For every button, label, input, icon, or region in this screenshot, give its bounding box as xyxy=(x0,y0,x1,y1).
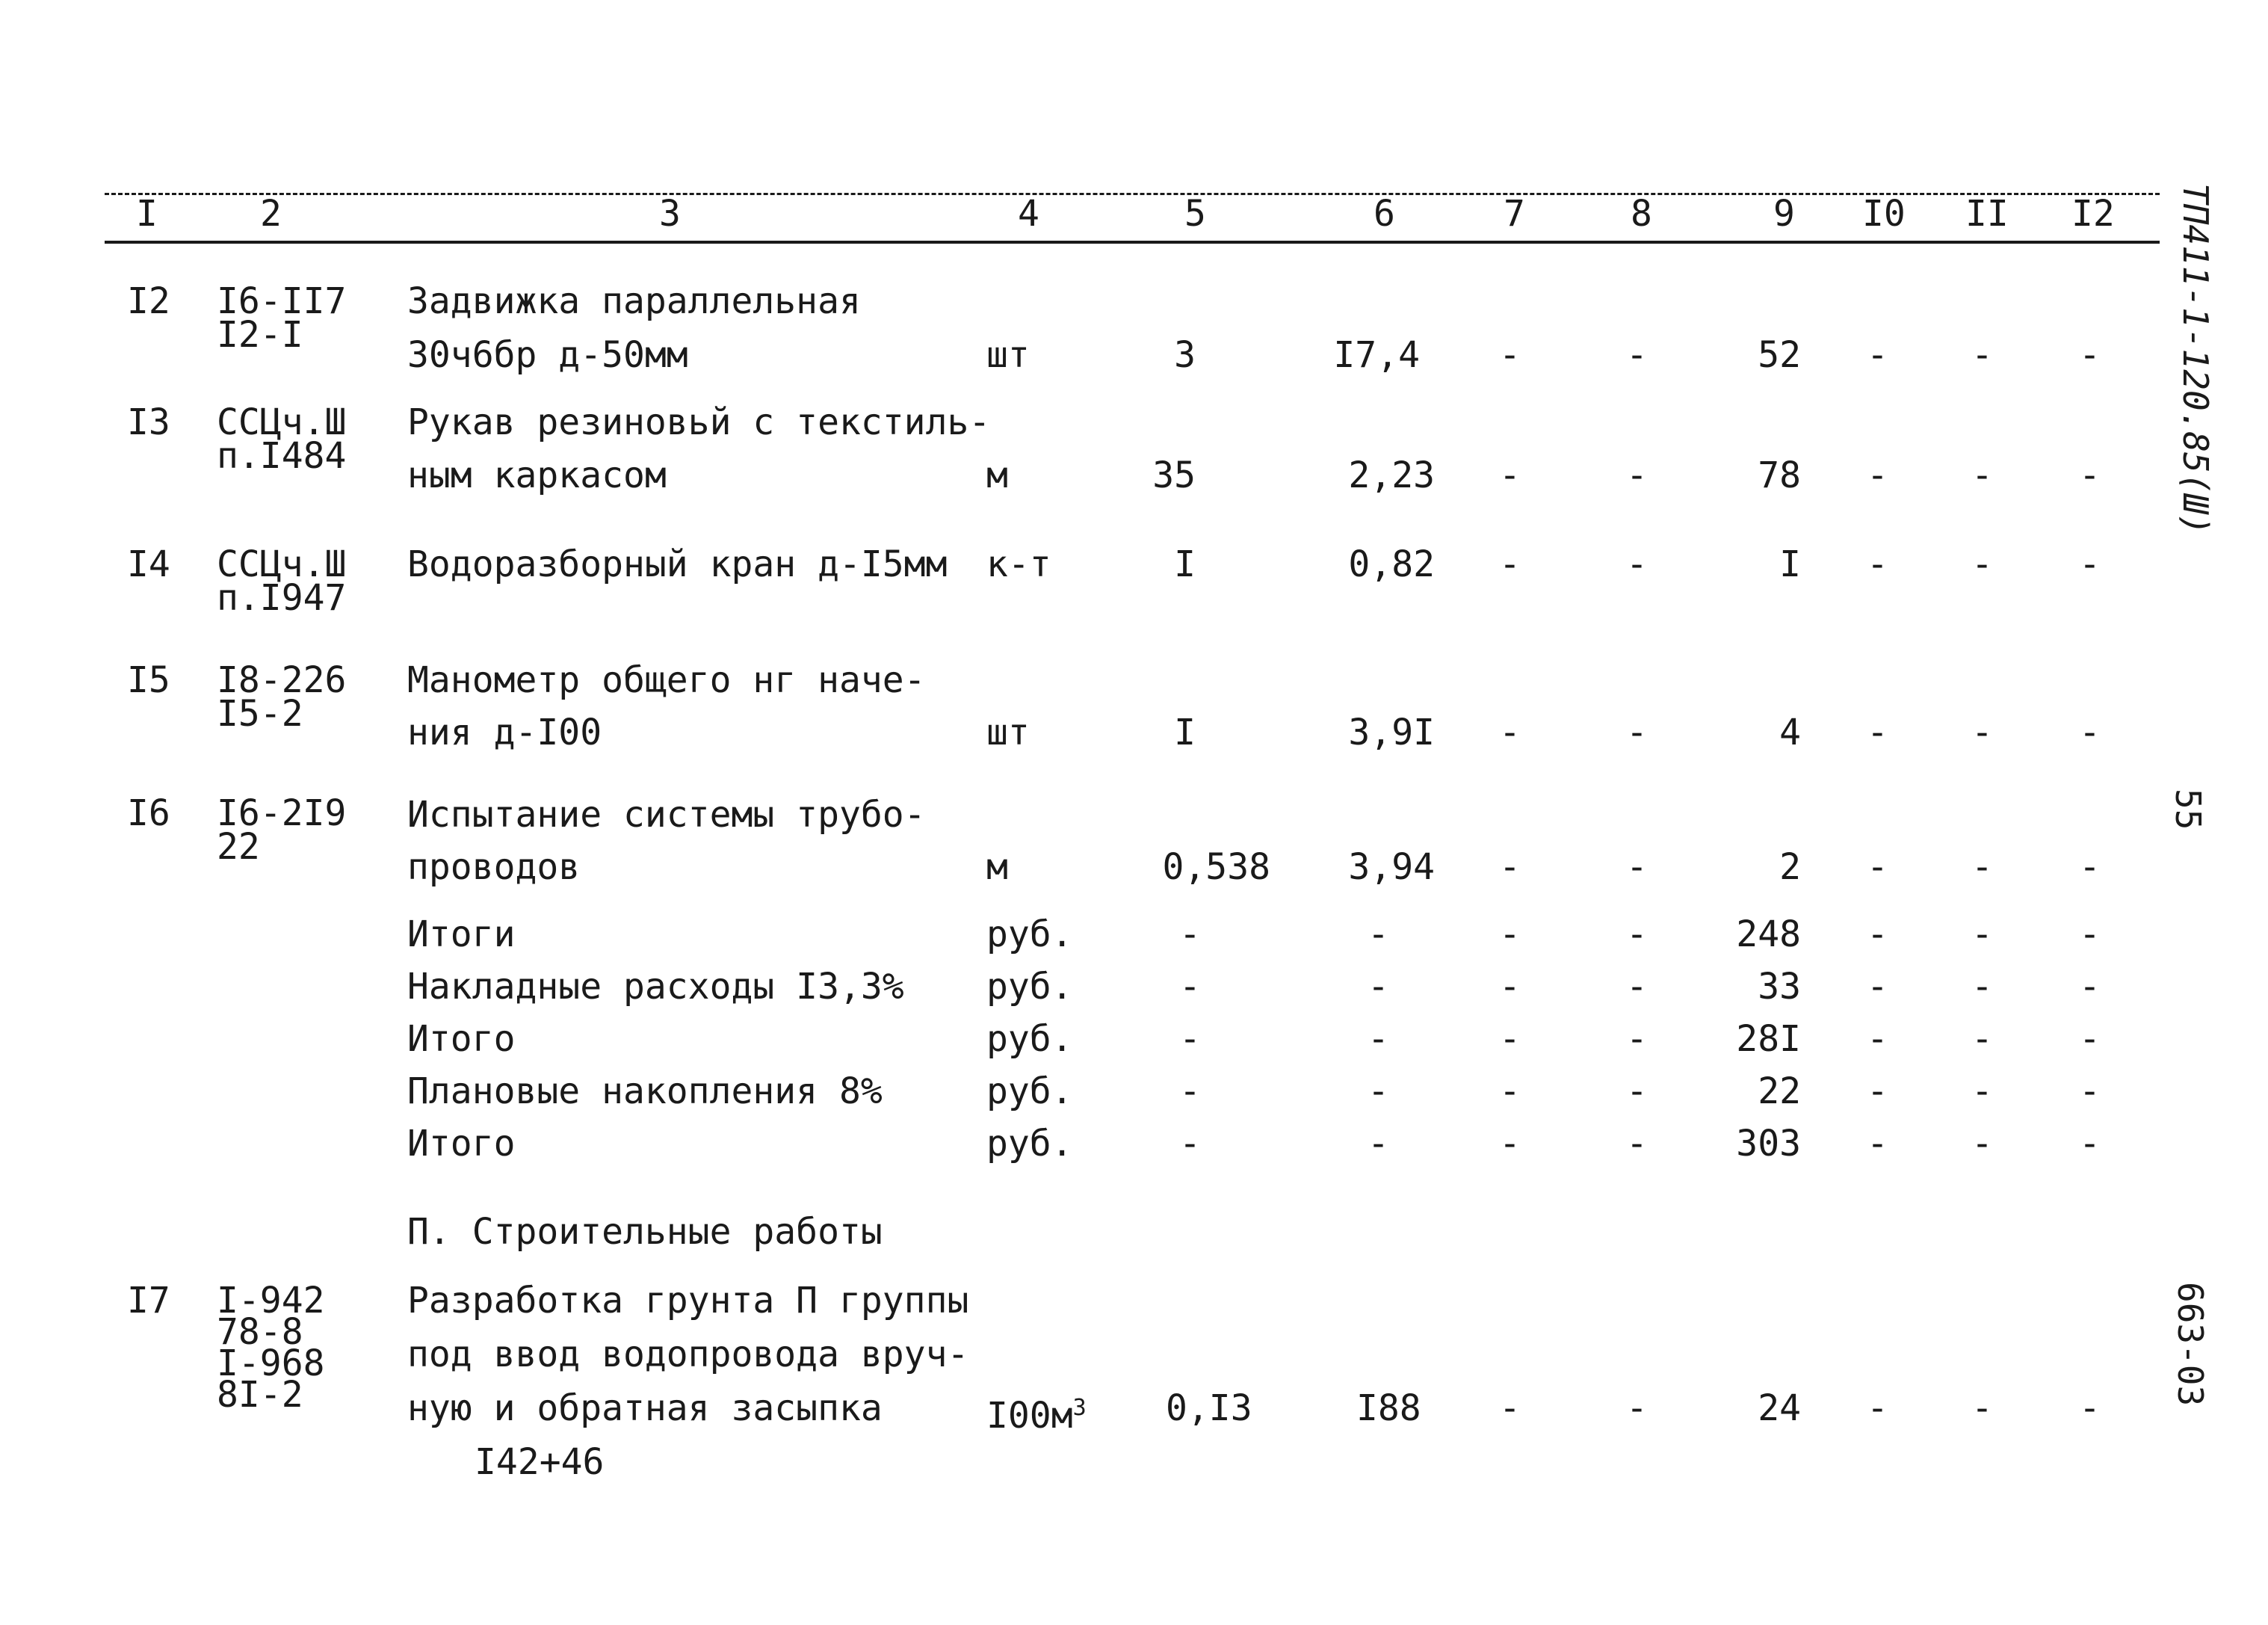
row-code: 78-8 xyxy=(217,1311,303,1353)
row-code: I-942 xyxy=(217,1280,325,1322)
col-header-8: 8 xyxy=(1631,193,1652,235)
total-col8: - xyxy=(1626,1123,1648,1165)
row-code: I6-2I9 xyxy=(217,792,347,834)
total-col5: - xyxy=(1179,913,1201,955)
total-col8: - xyxy=(1626,913,1648,955)
col-header-10: I0 xyxy=(1862,193,1906,235)
margin-sheet-code: 663-03 xyxy=(2170,1282,2210,1407)
row-col11: - xyxy=(1971,712,1993,753)
total-col12: - xyxy=(2079,1070,2101,1112)
total-unit: руб. xyxy=(986,1018,1073,1060)
row-code: п.I947 xyxy=(217,577,347,619)
total-col12: - xyxy=(2079,1123,2101,1165)
total-unit: руб. xyxy=(986,966,1073,1008)
row-col8: - xyxy=(1626,454,1648,496)
row-code: I8-226 xyxy=(217,659,347,701)
row-number: I5 xyxy=(127,659,170,701)
total-col10: - xyxy=(1867,966,1888,1008)
total-col10: - xyxy=(1867,1123,1888,1165)
row-code: I5-2 xyxy=(217,693,303,735)
row-col12: - xyxy=(2079,846,2101,888)
col-header-12: I2 xyxy=(2071,193,2115,235)
row-col7: - xyxy=(1499,454,1521,496)
row-number: I6 xyxy=(127,792,170,834)
total-label: Итоги xyxy=(407,913,516,955)
row-code: I6-II7 xyxy=(217,280,347,322)
col-header-2: 2 xyxy=(260,193,282,235)
row-col9: 52 xyxy=(1758,334,1801,376)
total-col5: - xyxy=(1179,1018,1201,1060)
row-col7: - xyxy=(1499,334,1521,376)
row-unit: шт xyxy=(986,712,1030,753)
total-col11: - xyxy=(1971,913,1993,955)
row-description: под ввод водопровода вруч- xyxy=(407,1333,969,1375)
margin-page-number: 55 xyxy=(2168,789,2208,830)
row-col11: - xyxy=(1971,543,1993,585)
row-col10: - xyxy=(1867,846,1888,888)
row-unit: м xyxy=(986,454,1008,496)
row-number: I2 xyxy=(127,280,170,322)
row-col12: - xyxy=(2079,334,2101,376)
total-label: Плановые накопления 8% xyxy=(407,1070,883,1112)
total-col9: 303 xyxy=(1736,1123,1801,1165)
row-number: I7 xyxy=(127,1280,170,1322)
row-col8: - xyxy=(1626,846,1648,888)
col-header-7: 7 xyxy=(1504,193,1525,235)
row-formula: I42+46 xyxy=(475,1441,605,1483)
row-col12: - xyxy=(2079,1387,2101,1429)
row-col9: 2 xyxy=(1779,846,1801,888)
row-price: 0,82 xyxy=(1348,543,1435,585)
row-quantity: 0,538 xyxy=(1162,846,1270,888)
total-col8: - xyxy=(1626,1070,1648,1112)
row-code: п.I484 xyxy=(217,435,347,477)
row-col12: - xyxy=(2079,543,2101,585)
col-header-1: I xyxy=(136,193,158,235)
total-label: Итого xyxy=(407,1123,516,1165)
col-header-6: 6 xyxy=(1374,193,1395,235)
total-col9: 22 xyxy=(1758,1070,1801,1112)
unit-base: I00м xyxy=(986,1395,1073,1437)
row-code: ССЦч.Ш xyxy=(217,543,347,585)
row-description: Разработка грунта П группы xyxy=(407,1280,969,1322)
row-description: ную и обратная засыпка xyxy=(407,1387,883,1429)
margin-document-code: ТП411-1-120.85(Ш) xyxy=(2175,183,2216,535)
row-price: 3,9I xyxy=(1348,712,1435,753)
row-col8: - xyxy=(1626,712,1648,753)
row-description: Испытание системы трубо- xyxy=(407,794,926,836)
row-col11: - xyxy=(1971,454,1993,496)
row-code: I-968 xyxy=(217,1342,325,1384)
table-header-rule xyxy=(105,241,2160,244)
row-col10: - xyxy=(1867,1387,1888,1429)
row-col12: - xyxy=(2079,454,2101,496)
row-unit: к-т xyxy=(986,543,1051,585)
total-col9: 33 xyxy=(1758,966,1801,1008)
row-description: Рукав резиновьй с текстиль- xyxy=(407,401,991,443)
total-col7: - xyxy=(1499,1123,1521,1165)
row-col10: - xyxy=(1867,454,1888,496)
row-price: 2,23 xyxy=(1348,454,1435,496)
total-col8: - xyxy=(1626,1018,1648,1060)
row-code: ССЦч.Ш xyxy=(217,401,347,443)
total-col6: - xyxy=(1368,1070,1389,1112)
total-col7: - xyxy=(1499,913,1521,955)
total-col11: - xyxy=(1971,1018,1993,1060)
row-code: 22 xyxy=(217,826,260,868)
row-quantity: 0,I3 xyxy=(1166,1387,1252,1429)
row-description: ным каркасом xyxy=(407,454,667,496)
row-description: Водоразборный кран д-I5мм xyxy=(407,543,948,585)
row-col9: I xyxy=(1779,543,1801,585)
row-col11: - xyxy=(1971,846,1993,888)
row-col7: - xyxy=(1499,1387,1521,1429)
row-quantity: I xyxy=(1174,712,1196,753)
total-col12: - xyxy=(2079,966,2101,1008)
row-code: 8I-2 xyxy=(217,1374,303,1416)
row-col7: - xyxy=(1499,846,1521,888)
row-col11: - xyxy=(1971,334,1993,376)
row-number: I3 xyxy=(127,401,170,443)
total-col11: - xyxy=(1971,1070,1993,1112)
row-col8: - xyxy=(1626,1387,1648,1429)
row-col12: - xyxy=(2079,712,2101,753)
row-description: Манометр общего нг наче- xyxy=(407,659,926,701)
row-description: ния д-I00 xyxy=(407,712,602,753)
row-price: 3,94 xyxy=(1348,846,1435,888)
row-number: I4 xyxy=(127,543,170,585)
total-label: Итого xyxy=(407,1018,516,1060)
row-col10: - xyxy=(1867,334,1888,376)
total-col11: - xyxy=(1971,966,1993,1008)
col-header-3: 3 xyxy=(659,193,681,235)
total-col5: - xyxy=(1179,966,1201,1008)
total-col6: - xyxy=(1368,966,1389,1008)
total-col9: 28I xyxy=(1736,1018,1801,1060)
total-col6: - xyxy=(1368,1018,1389,1060)
row-unit: шт xyxy=(986,334,1030,376)
row-col11: - xyxy=(1971,1387,1993,1429)
total-col10: - xyxy=(1867,1070,1888,1112)
row-description: 30ч6бр д-50мм xyxy=(407,334,688,376)
total-unit: руб. xyxy=(986,913,1073,955)
section-heading: П. Строительные работы xyxy=(407,1211,883,1253)
row-price: I7,4 xyxy=(1333,334,1420,376)
row-unit: м xyxy=(986,846,1008,888)
total-unit: руб. xyxy=(986,1070,1073,1112)
total-label: Накладные расходы I3,3% xyxy=(407,966,904,1008)
total-col10: - xyxy=(1867,1018,1888,1060)
row-col9: 24 xyxy=(1758,1387,1801,1429)
row-col7: - xyxy=(1499,543,1521,585)
total-col11: - xyxy=(1971,1123,1993,1165)
row-col10: - xyxy=(1867,543,1888,585)
col-header-5: 5 xyxy=(1184,193,1206,235)
row-col8: - xyxy=(1626,543,1648,585)
unit-exponent: 3 xyxy=(1072,1395,1087,1421)
row-description: Задвижка параллельная xyxy=(407,280,861,322)
row-col9: 78 xyxy=(1758,454,1801,496)
row-description: проводов xyxy=(407,846,581,888)
row-code: I2-I xyxy=(217,314,303,356)
row-col7: - xyxy=(1499,712,1521,753)
row-col9: 4 xyxy=(1779,712,1801,753)
total-col6: - xyxy=(1368,1123,1389,1165)
total-col9: 248 xyxy=(1736,913,1801,955)
total-col12: - xyxy=(2079,913,2101,955)
row-quantity: I xyxy=(1174,543,1196,585)
row-quantity: 35 xyxy=(1152,454,1196,496)
row-col10: - xyxy=(1867,712,1888,753)
total-col8: - xyxy=(1626,966,1648,1008)
row-quantity: 3 xyxy=(1174,334,1196,376)
col-header-9: 9 xyxy=(1773,193,1795,235)
table-top-rule xyxy=(105,193,2160,195)
total-col12: - xyxy=(2079,1018,2101,1060)
total-col7: - xyxy=(1499,966,1521,1008)
col-header-4: 4 xyxy=(1018,193,1039,235)
total-col7: - xyxy=(1499,1018,1521,1060)
total-col10: - xyxy=(1867,913,1888,955)
total-col7: - xyxy=(1499,1070,1521,1112)
row-unit xyxy=(986,1386,1087,1438)
total-col6: - xyxy=(1368,913,1389,955)
row-col8: - xyxy=(1626,334,1648,376)
row-price: I88 xyxy=(1356,1387,1421,1429)
total-col5: - xyxy=(1179,1123,1201,1165)
col-header-11: II xyxy=(1965,193,2009,235)
total-col5: - xyxy=(1179,1070,1201,1112)
total-unit: руб. xyxy=(986,1123,1073,1165)
